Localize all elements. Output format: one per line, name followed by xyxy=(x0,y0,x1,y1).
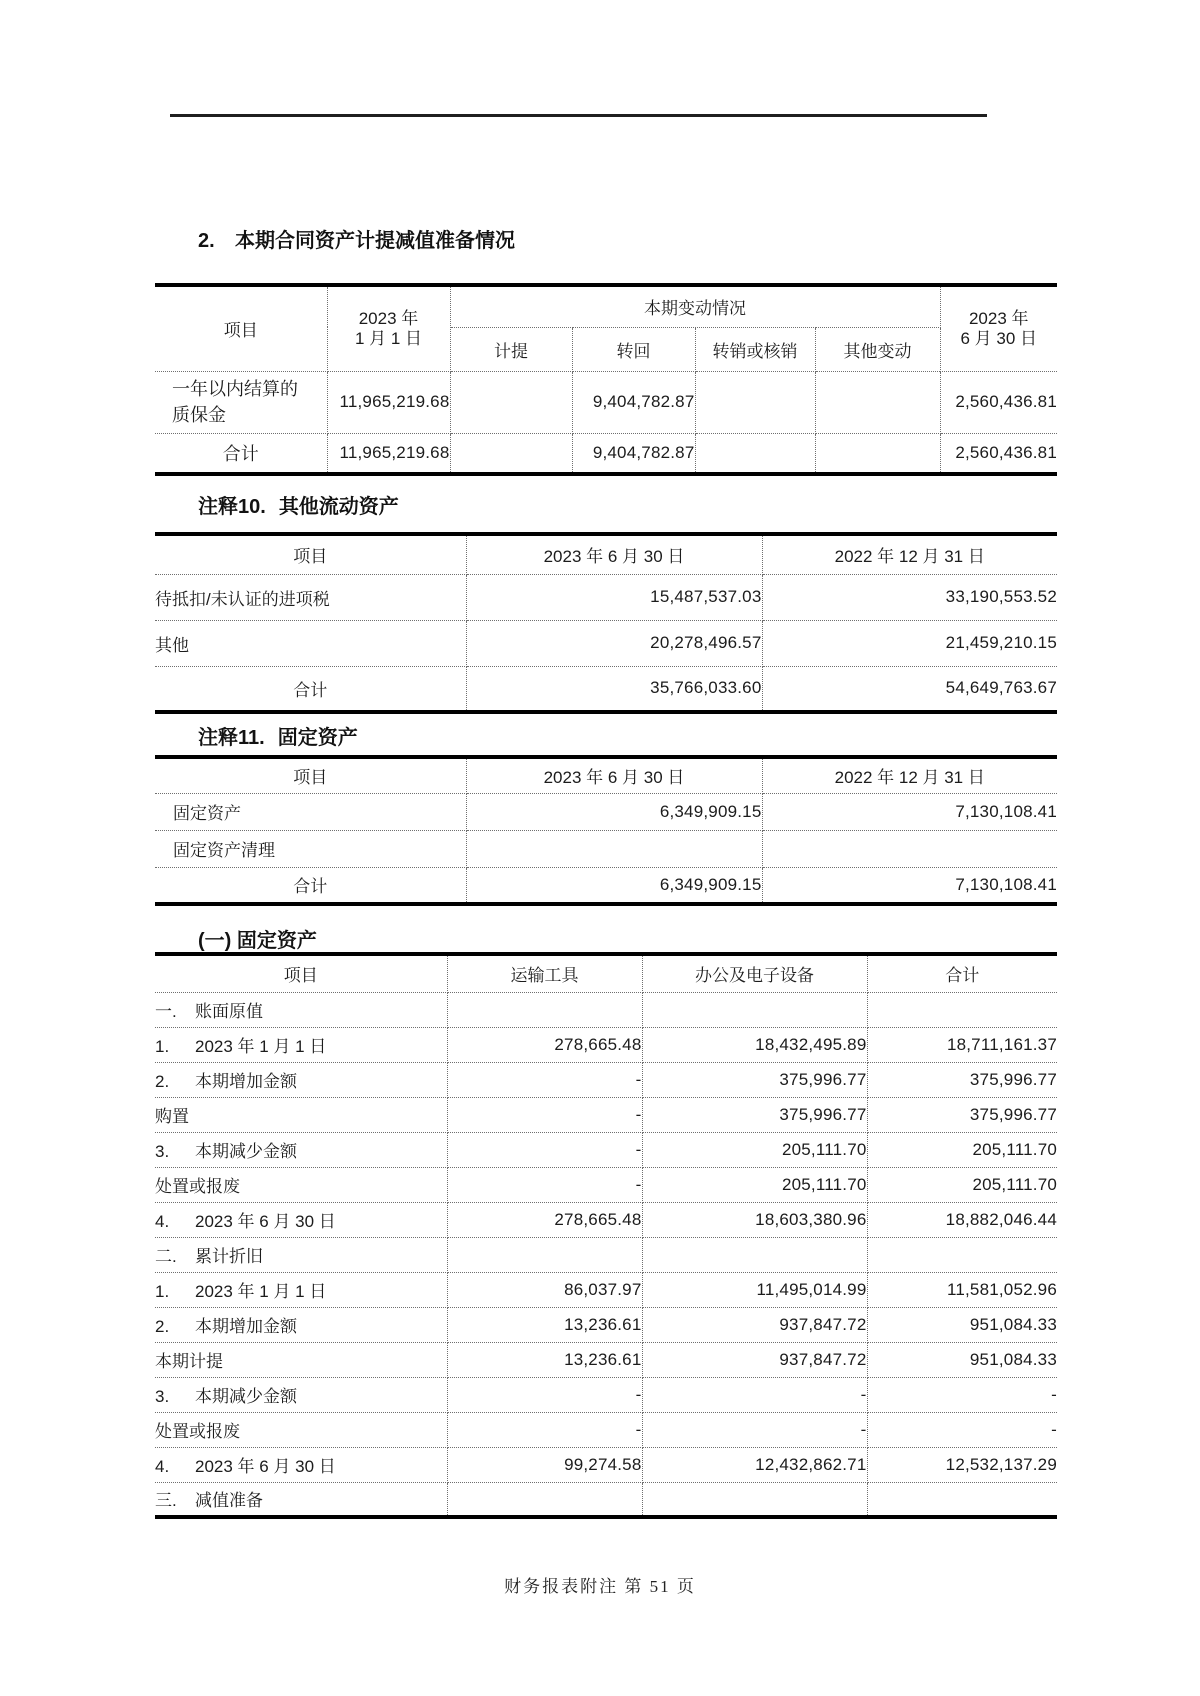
cell-transport: - xyxy=(447,1412,642,1447)
cell-2022-value: 7,130,108.41 xyxy=(762,793,1057,830)
provision-table xyxy=(155,283,1057,476)
row-label: 本期减少金额 xyxy=(195,1142,297,1161)
table-total-row xyxy=(155,433,1057,474)
header-end-balance xyxy=(940,285,1057,371)
table-row xyxy=(155,1272,1057,1307)
cell-transport: - xyxy=(447,1097,642,1132)
cell-item: 购置 xyxy=(155,1097,447,1132)
table-header-row xyxy=(155,534,1057,574)
header-begin-line1: 2023 年 xyxy=(358,308,419,328)
cell-total: - xyxy=(867,1377,1057,1412)
table-subrow xyxy=(155,1412,1057,1447)
header-total: 合计 xyxy=(867,954,1057,992)
cell-2023-value: 20,278,496.57 xyxy=(466,620,762,666)
row-label: 2023 年 1 月 1 日 xyxy=(195,1037,327,1056)
cell-office: 11,495,014.99 xyxy=(642,1272,867,1307)
cell-item xyxy=(155,1377,447,1412)
cell-transport: - xyxy=(447,1377,642,1412)
cell-transport xyxy=(447,1482,642,1517)
table-row xyxy=(155,1132,1057,1167)
table-row xyxy=(155,1062,1057,1097)
row-label: 减值准备 xyxy=(195,1491,263,1511)
page-header-rule xyxy=(170,114,987,117)
header-2023-06-30: 2023 年 6 月 30 日 xyxy=(466,757,762,793)
row-number: 4. xyxy=(155,1212,170,1231)
cell-item xyxy=(155,992,447,1027)
header-begin-balance xyxy=(327,285,450,371)
header-item: 项目 xyxy=(155,534,466,574)
cell-transport xyxy=(447,992,642,1027)
table-row xyxy=(155,1447,1057,1482)
cell-total: 951,084.33 xyxy=(867,1342,1057,1377)
row-label: 本期增加金额 xyxy=(195,1072,297,1091)
cell-item xyxy=(155,1272,447,1307)
fixed-assets-detail-table xyxy=(155,952,1057,1519)
section-heading-fixed-assets-detail xyxy=(198,924,317,953)
note10-number: 注释10. xyxy=(198,496,266,518)
row-number: 1. xyxy=(155,1037,170,1056)
cell-begin: 11,965,219.68 xyxy=(327,433,450,474)
header-item: 项目 xyxy=(155,954,447,992)
cell-write-off xyxy=(695,371,815,433)
header-begin-line2: 1 月 1 日 xyxy=(354,328,423,348)
cell-item: 固定资产清理 xyxy=(155,830,466,867)
cell-item xyxy=(155,1307,447,1342)
note11-number: 注释11. xyxy=(198,727,265,749)
cell-item: 合计 xyxy=(155,433,327,474)
cell-begin: 11,965,219.68 xyxy=(327,371,450,433)
table-row xyxy=(155,830,1057,867)
other-current-assets-table xyxy=(155,532,1057,714)
cell-total: 375,996.77 xyxy=(867,1097,1057,1132)
table-row xyxy=(155,1027,1057,1062)
cell-total: 205,111.70 xyxy=(867,1167,1057,1202)
row-label: 账面原值 xyxy=(195,1002,263,1021)
header-2022-12-31: 2022 年 12 月 31 日 xyxy=(762,534,1057,574)
cell-item xyxy=(155,1202,447,1237)
header-reversal: 转回 xyxy=(572,327,695,371)
cell-reversal: 9,404,782.87 xyxy=(572,433,695,474)
cell-transport: 278,665.48 xyxy=(447,1027,642,1062)
table-subrow xyxy=(155,1167,1057,1202)
cell-office: 12,432,862.71 xyxy=(642,1447,867,1482)
cell-office: 937,847.72 xyxy=(642,1342,867,1377)
table-subrow xyxy=(155,1097,1057,1132)
section-heading-note11 xyxy=(198,721,358,750)
header-item: 项目 xyxy=(155,285,327,371)
table-subrow xyxy=(155,1342,1057,1377)
cell-2023-value: 35,766,033.60 xyxy=(466,666,762,712)
cell-total: 205,111.70 xyxy=(867,1132,1057,1167)
cell-office: 375,996.77 xyxy=(642,1062,867,1097)
cell-item: 合计 xyxy=(155,666,466,712)
header-end-line2: 6 月 30 日 xyxy=(960,328,1038,348)
table-row xyxy=(155,1377,1057,1412)
row-label: 本期增加金额 xyxy=(195,1317,297,1336)
cell-item: 合计 xyxy=(155,867,466,904)
cell-item xyxy=(155,1062,447,1097)
table-header-row xyxy=(155,954,1057,992)
cell-transport: - xyxy=(447,1167,642,1202)
cell-item xyxy=(155,1027,447,1062)
table-section-row xyxy=(155,992,1057,1027)
cell-2023-value xyxy=(466,830,762,867)
cell-other-change xyxy=(815,433,940,474)
header-office-equipment: 办公及电子设备 xyxy=(642,954,867,992)
row-number: 3. xyxy=(155,1142,170,1161)
cell-total: - xyxy=(867,1412,1057,1447)
cell-office: - xyxy=(642,1377,867,1412)
cell-item: 固定资产 xyxy=(155,793,466,830)
row-number: 3. xyxy=(155,1387,170,1406)
row-number: 2. xyxy=(155,1072,170,1091)
cell-2023-value: 15,487,537.03 xyxy=(466,574,762,620)
cell-2022-value: 54,649,763.67 xyxy=(762,666,1057,712)
section-number: 2. xyxy=(198,230,215,252)
header-transport: 运输工具 xyxy=(447,954,642,992)
cell-item: 其他 xyxy=(155,620,466,666)
cell-office: 18,432,495.89 xyxy=(642,1027,867,1062)
header-item: 项目 xyxy=(155,757,466,793)
section-heading-provision xyxy=(198,224,515,253)
cell-reversal: 9,404,782.87 xyxy=(572,371,695,433)
table-section-row xyxy=(155,1482,1057,1517)
header-end-line1: 2023 年 xyxy=(968,308,1029,328)
section-heading-note10 xyxy=(198,490,399,519)
row-label: 累计折旧 xyxy=(195,1247,263,1266)
cell-office xyxy=(642,1237,867,1272)
cell-transport: 99,274.58 xyxy=(447,1447,642,1482)
table-row xyxy=(155,1307,1057,1342)
table-row xyxy=(155,620,1057,666)
cell-accrual xyxy=(450,371,572,433)
cell-item: 本期计提 xyxy=(155,1342,447,1377)
cell-transport: - xyxy=(447,1062,642,1097)
cell-2023-value: 6,349,909.15 xyxy=(466,793,762,830)
note11-title: 固定资产 xyxy=(277,727,358,749)
cell-item xyxy=(155,1132,447,1167)
cell-total: 951,084.33 xyxy=(867,1307,1057,1342)
header-other-change: 其他变动 xyxy=(815,327,940,371)
header-write-off: 转销或核销 xyxy=(695,327,815,371)
cell-office xyxy=(642,992,867,1027)
cell-end: 2,560,436.81 xyxy=(940,371,1057,433)
table-row xyxy=(155,574,1057,620)
row-number: 二. xyxy=(155,1247,177,1266)
fixed-assets-summary-table xyxy=(155,755,1057,906)
cell-transport: - xyxy=(447,1132,642,1167)
cell-total xyxy=(867,1482,1057,1517)
cell-other-change xyxy=(815,371,940,433)
cell-item xyxy=(155,1482,447,1517)
cell-2022-value: 7,130,108.41 xyxy=(762,867,1057,904)
page-footer: 财务报表附注 第 51 页 xyxy=(504,1577,696,1596)
cell-item: 处置或报废 xyxy=(155,1412,447,1447)
header-change-group: 本期变动情况 xyxy=(450,285,940,327)
cell-total: 18,882,046.44 xyxy=(867,1202,1057,1237)
row-number: 4. xyxy=(155,1457,170,1476)
cell-item: 待抵扣/未认证的进项税 xyxy=(155,574,466,620)
cell-transport: 278,665.48 xyxy=(447,1202,642,1237)
header-2022-12-31: 2022 年 12 月 31 日 xyxy=(762,757,1057,793)
cell-office: 205,111.70 xyxy=(642,1132,867,1167)
row-number: 一. xyxy=(155,1002,177,1021)
cell-transport: 86,037.97 xyxy=(447,1272,642,1307)
note10-title: 其他流动资产 xyxy=(278,496,399,518)
cell-transport: 13,236.61 xyxy=(447,1342,642,1377)
cell-office: 937,847.72 xyxy=(642,1307,867,1342)
row-label: 2023 年 6 月 30 日 xyxy=(195,1212,336,1231)
cell-accrual xyxy=(450,433,572,474)
cell-end: 2,560,436.81 xyxy=(940,433,1057,474)
row-label: 本期减少金额 xyxy=(195,1387,297,1406)
header-accrual: 计提 xyxy=(450,327,572,371)
cell-total: 18,711,161.37 xyxy=(867,1027,1057,1062)
cell-office: 205,111.70 xyxy=(642,1167,867,1202)
cell-total: 12,532,137.29 xyxy=(867,1447,1057,1482)
cell-office: 18,603,380.96 xyxy=(642,1202,867,1237)
row-number: 2. xyxy=(155,1317,170,1336)
cell-2022-value xyxy=(762,830,1057,867)
cell-item xyxy=(155,1447,447,1482)
row-label: 2023 年 6 月 30 日 xyxy=(195,1457,336,1476)
cell-office: 375,996.77 xyxy=(642,1097,867,1132)
table-total-row xyxy=(155,867,1057,904)
cell-item: 一年以内结算的质保金 xyxy=(155,371,327,433)
cell-total: 375,996.77 xyxy=(867,1062,1057,1097)
cell-total xyxy=(867,1237,1057,1272)
cell-item: 处置或报废 xyxy=(155,1167,447,1202)
cell-total: 11,581,052.96 xyxy=(867,1272,1057,1307)
cell-transport xyxy=(447,1237,642,1272)
table-total-row xyxy=(155,666,1057,712)
cell-office xyxy=(642,1482,867,1517)
cell-write-off xyxy=(695,433,815,474)
row-label: 2023 年 1 月 1 日 xyxy=(195,1282,327,1301)
cell-item xyxy=(155,1237,447,1272)
cell-2022-value: 21,459,210.15 xyxy=(762,620,1057,666)
table-header-row xyxy=(155,757,1057,793)
row-number: 1. xyxy=(155,1282,170,1301)
header-2023-06-30: 2023 年 6 月 30 日 xyxy=(466,534,762,574)
section-title: 本期合同资产计提减值准备情况 xyxy=(235,230,515,252)
cell-office: - xyxy=(642,1412,867,1447)
row-number: 三. xyxy=(155,1491,177,1511)
table-section-row xyxy=(155,1237,1057,1272)
fixed-assets-detail-title: (一) 固定资产 xyxy=(198,930,317,952)
table-row xyxy=(155,793,1057,830)
cell-total xyxy=(867,992,1057,1027)
table-row xyxy=(155,371,1057,433)
cell-2023-value: 6,349,909.15 xyxy=(466,867,762,904)
table-header-row xyxy=(155,285,1057,327)
table-row xyxy=(155,1202,1057,1237)
cell-2022-value: 33,190,553.52 xyxy=(762,574,1057,620)
cell-transport: 13,236.61 xyxy=(447,1307,642,1342)
